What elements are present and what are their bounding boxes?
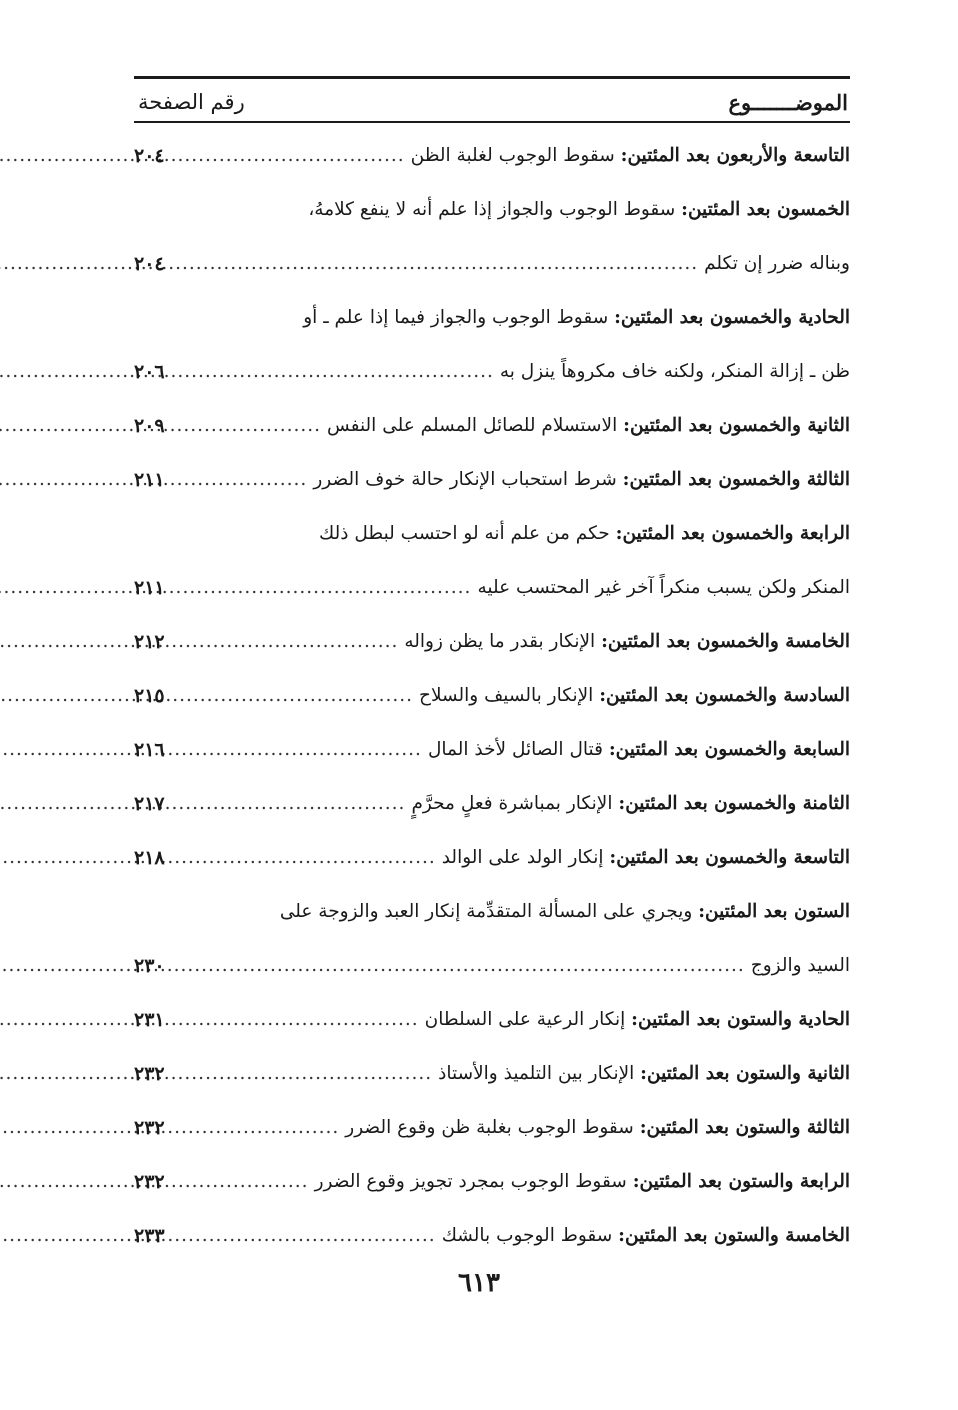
page-number: ٦١٣ — [458, 1268, 500, 1298]
dot-leader — [210, 669, 413, 723]
entry-title: التاسعة والأربعون بعد المئتين: — [620, 144, 850, 166]
entry-title: الرابعة والخمسون بعد المئتين: — [615, 522, 850, 544]
entry-first-line — [134, 507, 850, 561]
entry-text: شرط استحباب الإنكار حالة خوف الضرر — [313, 468, 617, 490]
toc-entry — [134, 615, 850, 669]
dot-leader — [210, 345, 494, 399]
entry-page-number: ٢١١ — [134, 468, 165, 491]
toc-entry — [134, 1155, 850, 1209]
dot-leader — [210, 399, 321, 453]
dot-leader — [210, 561, 471, 615]
entry-line — [327, 399, 850, 453]
entry-text: إنكار الرعية على السلطان — [424, 1008, 626, 1030]
entry-text: سقوط الوجوب والجواز إذا علم أنه لا ينفع كلامهُ، — [308, 198, 676, 220]
entry-text: حكم من علم أنه لو احتسب لبطل ذلك — [319, 522, 610, 544]
entry-page-number: ٢١٨ — [134, 846, 165, 869]
entry-title: الخامسة والخمسون بعد المئتين: — [601, 630, 850, 652]
toc-entry — [134, 291, 850, 399]
contents-page — [134, 76, 850, 1263]
entry-line — [438, 1047, 850, 1101]
dot-leader — [210, 615, 398, 669]
table-header — [134, 87, 850, 117]
entry-title: الرابعة والستون بعد المئتين: — [632, 1170, 850, 1192]
toc-entry — [134, 669, 850, 723]
entry-page-number: ٢١٢ — [134, 630, 165, 653]
toc-entry — [134, 1209, 850, 1263]
entry-first-line — [134, 183, 850, 237]
entry-title: الثانية والخمسون بعد المئتين: — [623, 414, 850, 436]
entry-page-number: ٢٠٩ — [134, 414, 165, 437]
entry-page-number: ٢٣٣ — [134, 1224, 165, 1247]
dot-leader — [210, 129, 405, 183]
entry-title: التاسعة والخمسون بعد المئتين: — [609, 846, 850, 868]
entry-page-number: ٢٣٢ — [134, 1170, 165, 1193]
entry-text-continued: السيد والزوج — [750, 954, 850, 976]
entry-line — [345, 1101, 850, 1155]
toc-entry — [134, 777, 850, 831]
entry-page-number: ٢٣٢ — [134, 1116, 165, 1139]
entry-line — [428, 723, 850, 777]
toc-entries — [134, 129, 850, 1263]
toc-entry — [134, 993, 850, 1047]
entry-text: قتال الصائل لأخذ المال — [427, 738, 603, 760]
entry-title: الثانية والستون بعد المئتين: — [640, 1062, 850, 1084]
entry-second-line — [134, 561, 850, 615]
toc-entry — [134, 399, 850, 453]
entry-first-line — [134, 291, 850, 345]
entry-text: سقوط الوجوب والجواز فيما إذا علم ـ أو — [303, 306, 609, 328]
entry-title: الخامسة والستون بعد المئتين: — [618, 1224, 850, 1246]
entry-text-continued: المنكر ولكن يسبب منكراً آخر غير المحتسب عليه — [477, 576, 850, 598]
toc-entry — [134, 183, 850, 291]
entry-line — [411, 129, 850, 183]
dot-leader — [210, 939, 745, 993]
dot-leader — [210, 453, 307, 507]
toc-entry — [134, 723, 850, 777]
entry-page-number: ٢٠٤ — [134, 144, 165, 167]
top-rule — [134, 76, 850, 79]
entry-title: الخمسون بعد المئتين: — [681, 198, 850, 220]
toc-entry — [134, 1047, 850, 1101]
entry-title: الحادية والخمسون بعد المئتين: — [614, 306, 850, 328]
entry-line — [315, 1155, 850, 1209]
dot-leader — [210, 1047, 432, 1101]
entry-page-number: ٢١١ — [134, 576, 165, 599]
dot-leader — [210, 777, 405, 831]
page-column-heading: رقم الصفحة — [138, 90, 245, 114]
entry-page-number: ٢١٥ — [134, 684, 165, 707]
entry-second-line — [134, 237, 850, 291]
entry-text: ويجري على المسألة المتقدِّمة إنكار العبد والزوجة على — [279, 900, 693, 922]
entry-text: سقوط الوجوب بمجرد تجويز وقوع الضرر — [314, 1170, 627, 1192]
dot-leader — [210, 831, 436, 885]
entry-line — [425, 993, 850, 1047]
dot-leader — [210, 237, 698, 291]
toc-entry — [134, 831, 850, 885]
entry-page-number: ٢٣١ — [134, 1008, 165, 1031]
entry-line — [411, 777, 850, 831]
dot-leader — [210, 1209, 436, 1263]
entry-title: الستون بعد المئتين: — [698, 900, 850, 922]
entry-title: السادسة والخمسون بعد المئتين: — [599, 684, 850, 706]
toc-entry — [134, 1101, 850, 1155]
entry-text: الإنكار بين التلميذ والأستاذ — [438, 1062, 635, 1084]
entry-page-number: ٢٠٤ — [134, 252, 165, 275]
entry-line — [313, 453, 850, 507]
entry-page-number: ٢٣٠ — [134, 954, 165, 977]
toc-entry — [134, 129, 850, 183]
entry-line — [419, 669, 850, 723]
entry-title: الثالثة والستون بعد المئتين: — [639, 1116, 850, 1138]
entry-page-number: ٢٣٢ — [134, 1062, 165, 1085]
dot-leader — [210, 723, 422, 777]
entry-text: الإنكار بالسيف والسلاح — [419, 684, 594, 706]
entry-line — [404, 615, 850, 669]
entry-text-continued: وبناله ضرر إن تكلم — [704, 252, 850, 274]
entry-second-line — [134, 939, 850, 993]
entry-title: الثامنة والخمسون بعد المئتين: — [618, 792, 850, 814]
entry-text: الإنكار بقدر ما يظن زواله — [404, 630, 596, 652]
subject-column-heading: الموضـــــــوع — [728, 89, 848, 115]
entry-page-number: ٢٠٦ — [134, 360, 165, 383]
entry-text: سقوط الوجوب بغلبة ظن وقوع الضرر — [345, 1116, 634, 1138]
entry-page-number: ٢١٧ — [134, 792, 165, 815]
entry-text: إنكار الولد على الوالد — [441, 846, 604, 868]
entry-text: سقوط الوجوب بالشك — [441, 1224, 613, 1246]
entry-title: الحادية والستون بعد المئتين: — [631, 1008, 850, 1030]
toc-entry — [134, 507, 850, 615]
entry-line — [442, 831, 850, 885]
entry-second-line — [134, 345, 850, 399]
entry-page-number: ٢١٦ — [134, 738, 165, 761]
dot-leader — [210, 1155, 309, 1209]
entry-first-line — [134, 885, 850, 939]
entry-text: سقوط الوجوب لغلبة الظن — [410, 144, 615, 166]
dot-leader — [210, 1101, 339, 1155]
entry-line — [442, 1209, 850, 1263]
entry-text: الإنكار بمباشرة فعلٍ محرَّمٍ — [411, 792, 613, 814]
header-rule — [134, 121, 850, 123]
entry-title: السابعة والخمسون بعد المئتين: — [608, 738, 850, 760]
entry-title: الثالثة والخمسون بعد المئتين: — [622, 468, 850, 490]
entry-text-continued: ظن ـ إزالة المنكر، ولكنه خاف مكروهاً ينزل به — [499, 360, 850, 382]
toc-entry — [134, 885, 850, 993]
toc-entry — [134, 453, 850, 507]
dot-leader — [210, 993, 419, 1047]
entry-text: الاستسلام للصائل المسلم على النفس — [327, 414, 618, 436]
